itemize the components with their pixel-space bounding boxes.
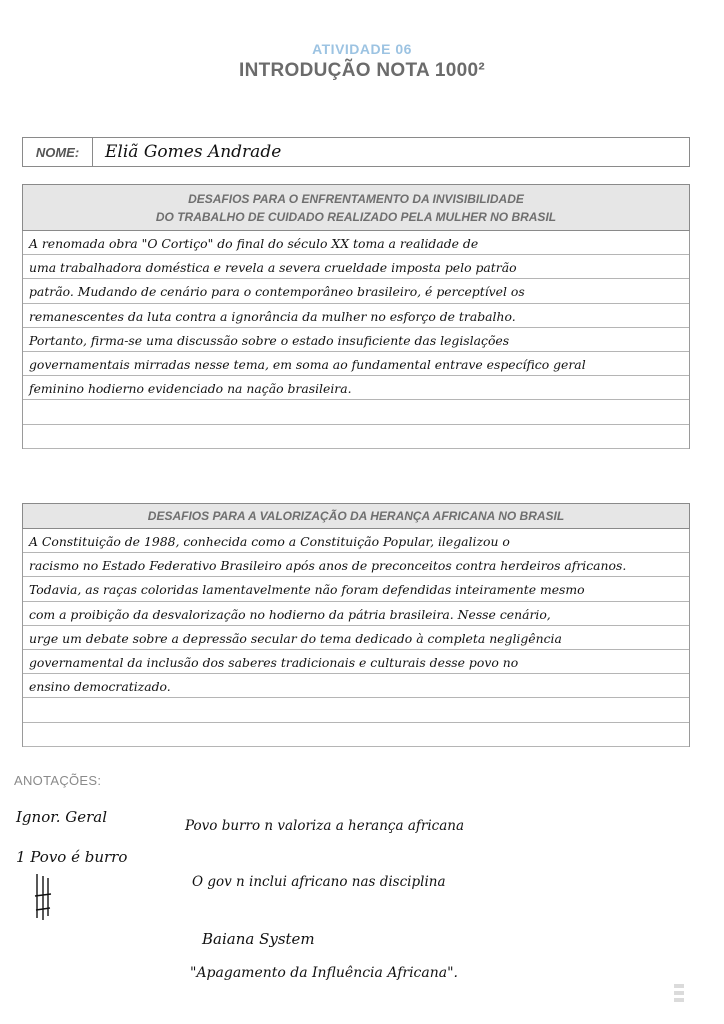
annotations-title: ANOTAÇÕES: [14,773,102,788]
name-field [22,137,690,167]
text-line: ensino democratizado. [23,674,689,698]
text-line: patrão. Mudando de cenário para o contemporâneo brasileiro, é perceptível os [23,279,689,303]
left-note: Ignor. Geral [16,808,108,826]
page-mark-icon [672,982,686,1004]
activity-label: ATIVIDADE 06 [312,41,412,57]
text-line [23,425,689,449]
name-value: Eliã Gomes Andrade [105,142,282,162]
page-title: INTRODUÇÃO NOTA 1000² [239,60,485,81]
text-line: governamentais mirradas nesse tema, em soma ao fundamental entrave específico geral [23,352,689,376]
text-line [23,723,689,747]
text-line: com a proibição da desvalorização no hodierno da pátria brasileira. Nesse cenário, [23,602,689,626]
text-line [23,698,689,722]
right-note: "Apagamento da Influência Africana". [190,965,458,981]
section2-heading: DESAFIOS PARA A VALORIZAÇÃO DA HERANÇA AFRICANA NO BRASIL [22,503,690,529]
text-line: racismo no Estado Federativo Brasileiro após anos de preconceitos contra herdeiros africanos. [23,553,689,577]
signature-scribble [34,872,52,922]
right-note: O gov n inclui africano nas disciplina [192,874,446,890]
text-line: Portanto, firma-se uma discussão sobre o estado insuficiente das legislações [23,328,689,352]
section2-lines [22,529,690,747]
name-label: NOME: [23,138,93,166]
section1-lines [22,231,690,449]
left-note: 1 Povo é burro [16,848,128,866]
text-line: A Constituição de 1988, conhecida como a Constituição Popular, ilegalizou o [23,529,689,553]
text-line: uma trabalhadora doméstica e revela a severa crueldade imposta pelo patrão [23,255,689,279]
text-line: A renomada obra "O Cortiço" do final do século XX toma a realidade de [23,231,689,255]
text-line [23,400,689,424]
section1-heading-line1: DESAFIOS PARA O ENFRENTAMENTO DA INVISIBILIDADE [188,192,524,206]
text-line: remanescentes da luta contra a ignorância da mulher no esforço de trabalho. [23,304,689,328]
section1-heading-line2: DO TRABALHO DE CUIDADO REALIZADO PELA MULHER NO BRASIL [155,210,557,224]
right-note: Baiana System [202,930,315,948]
text-line: governamental da inclusão dos saberes tradicionais e culturais desse povo no [23,650,689,674]
text-line: feminino hodierno evidenciado na nação brasileira. [23,376,689,400]
right-note: Povo burro n valoriza a herança africana [185,818,464,834]
section1-heading [22,184,690,231]
text-line: Todavia, as raças coloridas lamentavelmente não foram defendidas inteiramente mesmo [23,577,689,601]
text-line: urge um debate sobre a depressão secular do tema dedicado à completa negligência [23,626,689,650]
